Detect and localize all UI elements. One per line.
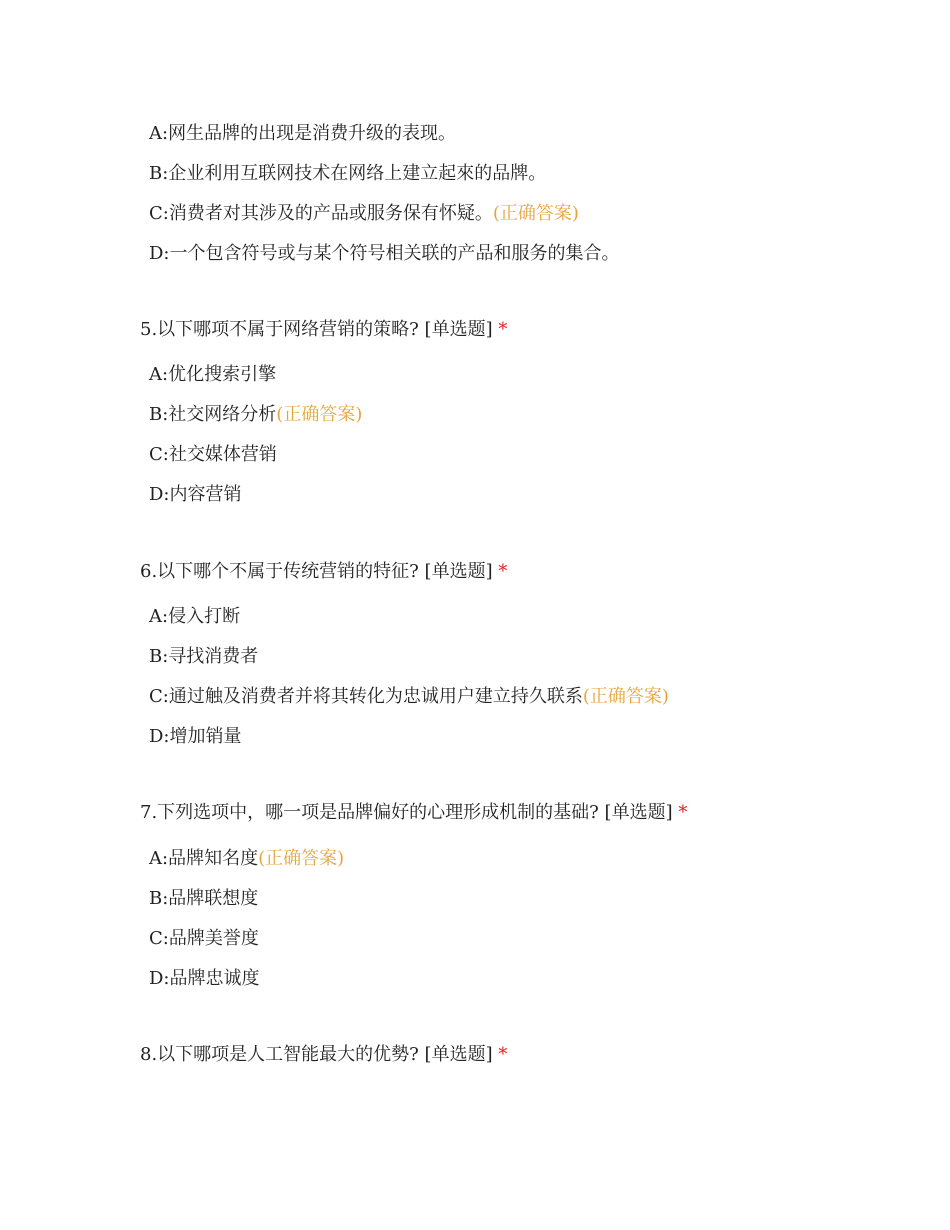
q5-option-a bbox=[149, 363, 276, 387]
option-label: C:通过触及消费者并将其转化为忠诚用户建立持久联系 bbox=[149, 686, 583, 707]
q8-title bbox=[140, 1043, 507, 1067]
question-text: 6.以下哪个不属于传统营销的特征? [单选题] bbox=[140, 561, 493, 582]
option-label: B:品牌联想度 bbox=[149, 888, 259, 909]
correct-answer-marker: (正确答案) bbox=[276, 404, 363, 425]
required-marker: * bbox=[498, 561, 508, 582]
option-label: D:一个包含符号或与某个符号相关联的产品和服务的集合。 bbox=[149, 243, 620, 264]
q6-option-d bbox=[149, 725, 242, 749]
question-text: 7.下列选项中，哪一项是品牌偏好的心理形成机制的基础? [单选题] bbox=[140, 802, 673, 823]
q7-option-b bbox=[149, 887, 258, 911]
q6-option-c bbox=[149, 685, 669, 709]
q7-option-d bbox=[149, 967, 260, 991]
option-label: A:网生品牌的出现是消费升级的表现。 bbox=[149, 123, 457, 144]
question-text: 8.以下哪项是人工智能最大的优勢? [单选题] bbox=[140, 1044, 493, 1065]
q6-option-a bbox=[149, 605, 240, 629]
option-label: B:企业利用互联网技术在网络上建立起來的品牌。 bbox=[149, 163, 547, 184]
correct-answer-marker: (正确答案) bbox=[492, 203, 579, 224]
required-marker: * bbox=[498, 319, 508, 340]
option-label: D:品牌忠诚度 bbox=[149, 968, 260, 989]
option-label: C:社交媒体营销 bbox=[149, 444, 277, 465]
q6-title bbox=[140, 560, 507, 584]
q7-option-c bbox=[149, 927, 259, 951]
correct-answer-marker: (正确答案) bbox=[258, 848, 345, 869]
required-marker: * bbox=[678, 802, 688, 823]
q6-option-b bbox=[149, 645, 258, 669]
q4-option-d bbox=[149, 242, 620, 266]
option-label: A:优化搜索引擎 bbox=[149, 364, 277, 385]
q5-title bbox=[140, 318, 507, 342]
option-label: C:消费者对其涉及的产品或服务保有怀疑。 bbox=[149, 203, 493, 224]
option-label: A:品牌知名度 bbox=[149, 848, 259, 869]
q5-option-b bbox=[149, 403, 362, 427]
option-label: C:品牌美誉度 bbox=[149, 928, 259, 949]
q5-option-c bbox=[149, 443, 277, 467]
q7-title bbox=[140, 801, 687, 825]
option-label: A:侵入打断 bbox=[149, 606, 241, 627]
q4-option-b bbox=[149, 162, 546, 186]
option-label: B:寻找消费者 bbox=[149, 646, 259, 667]
option-label: D:内容营销 bbox=[149, 484, 242, 505]
q7-option-a bbox=[149, 847, 344, 871]
q4-option-a bbox=[149, 122, 456, 146]
required-marker: * bbox=[498, 1044, 508, 1065]
correct-answer-marker: (正确答案) bbox=[582, 686, 669, 707]
question-text: 5.以下哪项不属于网络营销的策略? [单选题] bbox=[140, 319, 493, 340]
q5-option-d bbox=[149, 483, 242, 507]
q4-option-c bbox=[149, 202, 579, 226]
option-label: B:社交网络分析 bbox=[149, 404, 277, 425]
option-label: D:增加销量 bbox=[149, 726, 242, 747]
